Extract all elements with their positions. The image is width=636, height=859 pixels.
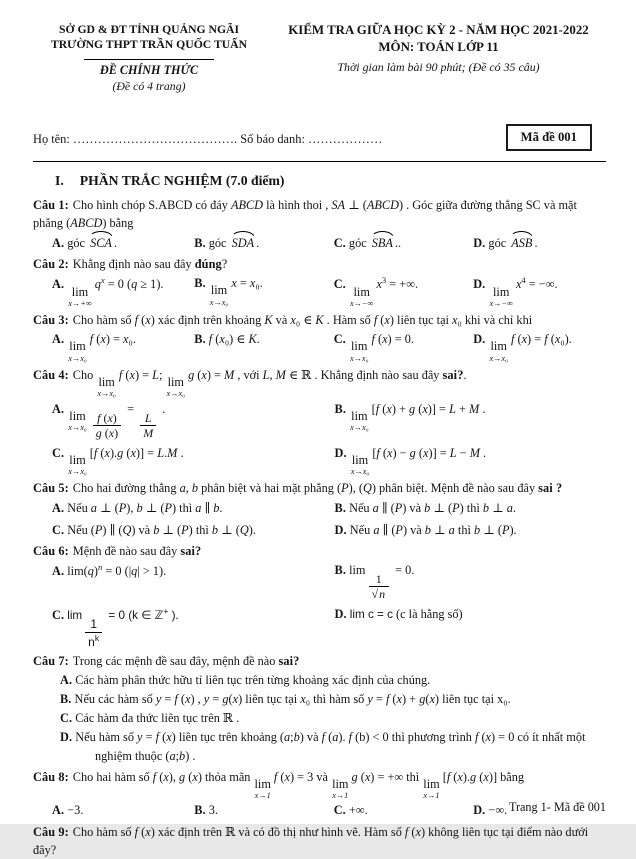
question-options xyxy=(33,330,606,363)
section-title: PHẦN TRẮC NGHIỆM (7.0 điểm) xyxy=(79,173,285,189)
option-c: C. lim x→−∞ $x^3$ = +∞. xyxy=(333,275,419,308)
question-stem: Câu 4: Cho lim x→x₀ f (x) = L; lim x→x₀ g (x) = M , với L, M ∈ ℝ . Khẳng định nào sau đây sai?. xyxy=(33,367,467,399)
option-b: B. 3. xyxy=(194,803,218,818)
option-c: C. Nếu (P) ∥ (Q) và b ⊥ (P) thì b ⊥ (Q). xyxy=(52,522,256,537)
option-a: A. Các hàm phân thức hữu tỉ liên tục trên từng khoảng xác định của chúng. xyxy=(60,672,431,687)
pages-note: (Đề có 4 trang) xyxy=(112,78,186,93)
question-options xyxy=(33,499,606,539)
question-stem: Câu 6: Mệnh đề nào sau đây sai? xyxy=(33,543,202,558)
question-options xyxy=(33,274,606,308)
page-number-label: Trang 1- Mã đề 001 xyxy=(508,799,606,814)
question-7 xyxy=(33,652,606,765)
option-c: C. lim x→x₀ f (x) = 0. xyxy=(333,332,414,363)
student-info-line: Họ tên: …………………………………. Số báo danh: ……………… xyxy=(33,132,383,147)
exam-title: KIỂM TRA GIỮA HỌC KỲ 2 - NĂM HỌC 2021-2022 xyxy=(288,23,589,37)
option-a: A. lim x→x₀ $\frac{f (x)}{g (x)}$ = $\frac{L}{M}$ . xyxy=(52,401,166,440)
question-4 xyxy=(33,366,606,477)
option-d: D. góc ASB . xyxy=(473,233,606,252)
official-exam-label: ĐỀ CHÍNH THỨC xyxy=(99,62,199,77)
option-d: D. lim x→x₀ [f (x) − g (x)] = L − M . xyxy=(334,445,487,477)
option-a: A. $\lim(q)^n = 0$ (|q| > 1). xyxy=(52,562,167,579)
option-c: C. lim $\frac{1}{n^k}$ = 0 (k ∈ ℤ+ ). xyxy=(52,606,179,649)
section-number: I. xyxy=(55,173,64,189)
question-stem: Câu 7: Trong các mệnh đề sau đây, mệnh đề nào sai? xyxy=(33,653,300,668)
option-d: D. Nếu a ∥ (P) và b ⊥ a thì b ⊥ (P). xyxy=(334,522,517,537)
question-6 xyxy=(33,542,606,649)
option-a: A. lim x→+∞ $q^x = 0$ (q ≥ 1). xyxy=(52,275,164,308)
question-5 xyxy=(33,479,606,539)
question-stem: Câu 5: Cho hai đường thẳng a, b phân biệt và hai mặt phẳng (P), (Q) phân biệt. Mệnh đề nào sau đây sai ? xyxy=(33,481,563,496)
option-a: A. −3. xyxy=(52,803,84,818)
option-b: B. lim x→x₀ x = x₀. xyxy=(194,276,263,307)
question-9 xyxy=(33,823,606,859)
question-options xyxy=(33,671,606,765)
question-2 xyxy=(33,255,606,308)
subject-title: MÔN: TOÁN LỚP 11 xyxy=(378,40,499,55)
header-right-block xyxy=(265,22,606,76)
section-divider xyxy=(33,161,606,162)
question-stem: Câu 9: Cho hàm số f (x) xác định trên ℝ và có đồ thị như hình vẽ. Hàm số f (x) không liên tục tại điểm nào dưới đây? xyxy=(33,824,589,857)
question-3 xyxy=(33,311,606,363)
header-left-block xyxy=(33,22,265,94)
exam-code-box: Mã đề 001 xyxy=(506,124,592,151)
question-stem: Câu 3: Cho hàm số f (x) xác định trên khoảng K và x₀ ∈ K . Hàm số f (x) liên tục tại x₀ khi và chỉ khi xyxy=(33,313,533,328)
option-c: C. Các hàm đa thức liên tục trên ℝ . xyxy=(60,711,240,726)
option-c: C. lim x→x₀ [f (x).g (x)] = L.M . xyxy=(52,445,184,477)
option-b: B. lim x→x₀ [f (x) + g (x)] = L + M . xyxy=(334,401,486,432)
section-heading xyxy=(55,171,606,191)
option-a: A. lim x→x₀ f (x) = x₀. xyxy=(52,332,136,363)
option-d: D. lim x→x₀ f (x) = f (x₀). xyxy=(473,332,572,363)
option-a: A. Nếu a ⊥ (P), b ⊥ (P) thì a ∥ b. xyxy=(52,500,223,515)
question-stem: Câu 1: Cho hình chóp S.ABCD có đáy ABCD là hình thoi , SA ⊥ (ABCD) . Góc giữa đường thẳng SC và mặt phẳng (ABCD) bằng xyxy=(33,197,577,230)
question-1 xyxy=(33,196,606,253)
option-b: B. f (x₀) ∈ K. xyxy=(194,332,260,347)
option-c: C. góc SBA .. xyxy=(334,233,470,252)
time-note: Thời gian làm bài 90 phút; (Đề có 35 câu) xyxy=(337,59,540,74)
option-d: D. Nếu hàm số y = f (x) liên tục trên khoảng (a;b) và f (a). f (b) < 0 thì phương trình f (x) = 0 có ít nhất một nghiệm thuộc (a;b) . xyxy=(60,730,586,763)
option-b: B. Nếu các hàm số y = f (x) , y = g(x) liên tục tại x₀ thì hàm số y = f (x) + g(x) liên tục tại x₀. xyxy=(60,692,511,707)
page-header xyxy=(33,22,606,94)
school-name: TRƯỜNG THPT TRẦN QUỐC TUẤN xyxy=(50,38,248,52)
question-options xyxy=(33,400,606,477)
question-stem: Câu 2: Khẳng định nào sau đây đúng? xyxy=(33,257,228,272)
option-d: D. lim x→−∞ $x^4$ = −∞. xyxy=(473,275,558,308)
question-stem: Câu 8: Cho hai hàm số f (x), g (x) thỏa mãn lim x→1 f (x) = 3 và lim x→1 g (x) = +∞ thì lim x→1 [f (x).g (x)] bằng xyxy=(33,769,525,801)
header-divider-line xyxy=(84,59,214,60)
option-a: A. góc SCA . xyxy=(52,233,190,252)
department-name: SỞ GD & ĐT TỈNH QUẢNG NGÃI xyxy=(58,23,240,36)
option-b: B. Nếu a ∥ (P) và b ⊥ (P) thì b ⊥ a. xyxy=(334,500,516,515)
option-d: D. −∞. xyxy=(473,803,508,818)
option-b: B. lim $\frac{1}{√n}$ = 0. xyxy=(334,563,415,602)
option-d: D. lim c = c (c là hằng số) xyxy=(334,607,463,622)
option-c: C. +∞. xyxy=(333,803,368,818)
question-options xyxy=(33,233,606,252)
option-b: B. góc SDA . xyxy=(194,233,330,252)
question-options xyxy=(33,561,606,649)
